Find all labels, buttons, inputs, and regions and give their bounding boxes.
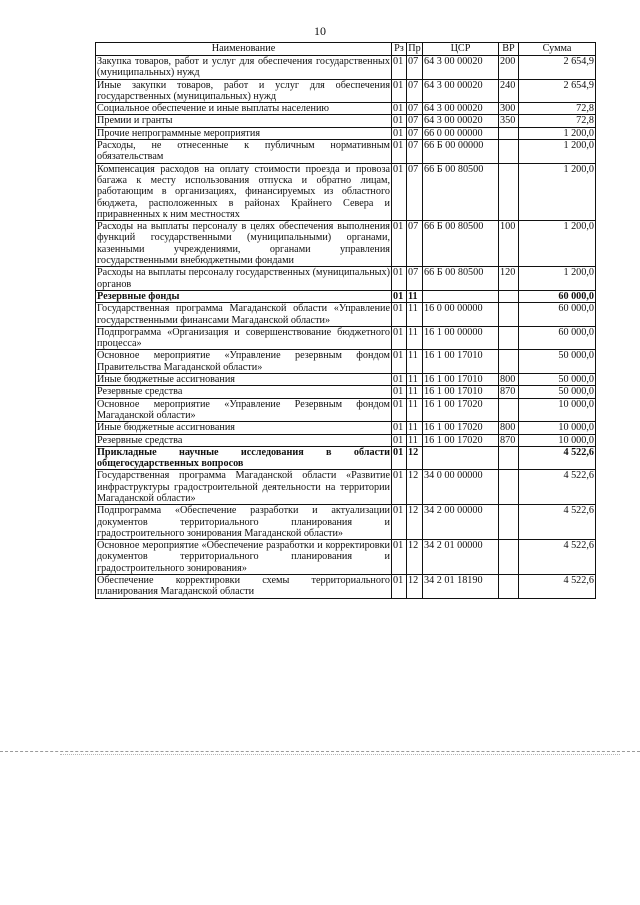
cell-pr: 07 (407, 127, 423, 139)
cell-csr: 64 3 00 00020 (423, 103, 499, 115)
cell-pr: 12 (407, 540, 423, 575)
cell-pr: 11 (407, 290, 423, 302)
cell-sum: 60 000,0 (519, 290, 596, 302)
cell-pr: 07 (407, 221, 423, 267)
header-vr: ВР (499, 43, 519, 56)
cell-rz: 01 (392, 540, 407, 575)
cell-rz: 01 (392, 422, 407, 434)
cell-name: Компенсация расходов на оплату стоимости проезда и провоза багажа к месту использования отпуска и обратно лицам, работающим в организациях, финансируемых из областного бюджета, расположенных в районах Крайнего Севера и приравненных к ним местностях (97, 163, 390, 220)
table-row (96, 540, 596, 575)
cell-rz: 01 (392, 470, 407, 505)
page-number: 10 (314, 24, 326, 38)
cell-sum: 4 522,6 (519, 470, 596, 505)
cell-vr (499, 163, 519, 220)
cell-pr: 11 (407, 374, 423, 386)
header-csr: ЦСР (423, 43, 499, 56)
cell-vr: 870 (499, 434, 519, 446)
table-row (96, 140, 596, 164)
cell-sum: 4 522,6 (519, 540, 596, 575)
cell-name: Государственная программа Магаданской области «Управление государственными финансами Магаданской области» (97, 303, 390, 326)
cell-rz: 01 (392, 575, 407, 599)
cell-csr: 16 1 00 17010 (423, 374, 499, 386)
cell-name: Основное мероприятие «Управление Резервным фондом Магаданской области» (97, 398, 390, 421)
cell-vr: 800 (499, 374, 519, 386)
table-row (96, 350, 596, 374)
cell-pr: 07 (407, 103, 423, 115)
cell-sum: 10 000,0 (519, 434, 596, 446)
cell-name: Закупка товаров, работ и услуг для обеспечения государственных (муниципальных) нужд (97, 56, 390, 79)
cell-pr: 07 (407, 163, 423, 220)
table-row (96, 470, 596, 505)
cell-rz: 01 (392, 103, 407, 115)
cell-sum: 60 000,0 (519, 303, 596, 327)
table-row (96, 398, 596, 422)
cell-vr (499, 290, 519, 302)
cell-rz: 01 (392, 505, 407, 540)
cell-name: Обеспечение корректировки схемы территориального планирования Магаданской области (97, 575, 390, 598)
cell-rz: 01 (392, 221, 407, 267)
header-pr: Пр (408, 43, 421, 54)
cell-sum: 1 200,0 (519, 163, 596, 220)
cell-name: Расходы на выплаты персоналу в целях обеспечения выполнения функций государственными (муниципальными) органами, казенными учреждениями, органами управления государственными внебюджетными фондами (97, 221, 390, 267)
table-row (96, 115, 596, 127)
table-row (96, 79, 596, 103)
cell-vr: 300 (499, 103, 519, 115)
cell-name: Премии и гранты (96, 115, 392, 127)
cell-sum: 50 000,0 (519, 386, 596, 398)
cell-pr: 11 (407, 398, 423, 422)
cell-csr: 34 2 00 00000 (423, 505, 499, 540)
cell-rz: 01 (392, 290, 407, 302)
cell-vr (499, 303, 519, 327)
cell-vr: 350 (499, 115, 519, 127)
cell-rz: 01 (392, 434, 407, 446)
cell-csr: 34 0 00 00000 (423, 470, 499, 505)
cell-csr: 66 Б 00 80500 (423, 267, 499, 291)
cell-pr: 11 (407, 326, 423, 350)
cell-csr: 66 Б 00 00000 (423, 140, 499, 164)
cell-name: Прикладные научные исследования в области общегосударственных вопросов (97, 446, 390, 470)
cell-csr: 16 0 00 00000 (423, 303, 499, 327)
cell-csr: 16 1 00 17020 (423, 398, 499, 422)
cell-name: Основное мероприятие «Управление резервным фондом Правительства Магаданской области» (97, 350, 390, 373)
cell-name: Прочие непрограммные мероприятия (96, 127, 392, 139)
table-row (96, 267, 596, 291)
cell-name: Иные бюджетные ассигнования (96, 422, 392, 434)
cell-csr: 66 Б 00 80500 (423, 163, 499, 220)
cell-csr: 64 3 00 00020 (423, 79, 499, 103)
cell-sum: 50 000,0 (519, 374, 596, 386)
cell-sum: 60 000,0 (519, 326, 596, 350)
scan-artifact-line (0, 751, 640, 752)
cell-rz: 01 (392, 326, 407, 350)
header-sum: Сумма (519, 43, 596, 56)
cell-pr: 11 (407, 303, 423, 327)
cell-vr (499, 140, 519, 164)
cell-csr: 64 3 00 00020 (423, 115, 499, 127)
cell-rz: 01 (392, 140, 407, 164)
cell-name: Резервные средства (96, 434, 392, 446)
cell-vr: 800 (499, 422, 519, 434)
cell-csr (423, 446, 499, 470)
table-body (96, 56, 596, 599)
cell-sum: 1 200,0 (519, 221, 596, 267)
cell-rz: 01 (392, 163, 407, 220)
cell-name: Иные бюджетные ассигнования (96, 374, 392, 386)
table-row (96, 575, 596, 599)
cell-pr: 07 (407, 267, 423, 291)
cell-rz: 01 (392, 446, 407, 470)
cell-csr: 66 Б 00 80500 (423, 221, 499, 267)
cell-pr: 12 (407, 446, 423, 470)
cell-name: Резервные средства (96, 386, 392, 398)
cell-pr: 07 (407, 79, 423, 103)
cell-pr: 07 (407, 140, 423, 164)
cell-vr (499, 398, 519, 422)
cell-pr: 11 (407, 422, 423, 434)
cell-sum: 4 522,6 (519, 446, 596, 470)
cell-sum: 4 522,6 (519, 505, 596, 540)
cell-csr: 34 2 01 18190 (423, 575, 499, 599)
cell-csr: 16 1 00 17020 (423, 434, 499, 446)
table-row (96, 56, 596, 80)
cell-name: Государственная программа Магаданской области «Развитие инфраструктуры градостроительной деятельности на территории Магаданской области» (97, 470, 390, 504)
cell-csr (423, 290, 499, 302)
cell-rz: 01 (392, 56, 407, 80)
cell-rz: 01 (392, 79, 407, 103)
table-row (96, 446, 596, 470)
table-row (96, 505, 596, 540)
cell-csr: 16 1 00 17020 (423, 422, 499, 434)
cell-rz: 01 (392, 115, 407, 127)
cell-sum: 1 200,0 (519, 140, 596, 164)
cell-pr: 12 (407, 505, 423, 540)
cell-name: Подпрограмма «Обеспечение разработки и актуализации документов территориального планирования и градостроительного зонирования Магаданской области» (97, 505, 390, 539)
table-row (96, 221, 596, 267)
cell-vr: 120 (499, 267, 519, 291)
cell-vr (499, 326, 519, 350)
cell-vr (499, 127, 519, 139)
scan-artifact-line (60, 754, 620, 755)
cell-vr: 240 (499, 79, 519, 103)
cell-sum: 2 654,9 (519, 79, 596, 103)
cell-sum: 72,8 (519, 103, 596, 115)
cell-rz: 01 (392, 303, 407, 327)
table-row (96, 386, 596, 398)
table-row (96, 103, 596, 115)
cell-pr: 11 (407, 434, 423, 446)
table-row (96, 374, 596, 386)
table-row (96, 163, 596, 220)
cell-pr: 12 (407, 470, 423, 505)
cell-pr: 11 (407, 386, 423, 398)
cell-sum: 72,8 (519, 115, 596, 127)
cell-sum: 1 200,0 (519, 127, 596, 139)
cell-vr (499, 350, 519, 374)
header-name: Наименование (96, 43, 392, 56)
cell-rz: 01 (392, 127, 407, 139)
cell-vr: 870 (499, 386, 519, 398)
cell-sum: 10 000,0 (519, 422, 596, 434)
budget-table (95, 42, 596, 599)
cell-csr: 16 1 00 17010 (423, 350, 499, 374)
cell-pr: 07 (407, 115, 423, 127)
table-row (96, 303, 596, 327)
cell-rz: 01 (392, 350, 407, 374)
cell-csr: 66 0 00 00000 (423, 127, 499, 139)
cell-name: Иные закупки товаров, работ и услуг для обеспечения государственных (муниципальных) нужд (97, 79, 390, 102)
cell-csr: 16 1 00 17010 (423, 386, 499, 398)
table-header-row (96, 43, 596, 56)
cell-sum: 10 000,0 (519, 398, 596, 422)
cell-vr (499, 540, 519, 575)
cell-name: Социальное обеспечение и иные выплаты населению (96, 103, 392, 115)
cell-sum: 1 200,0 (519, 267, 596, 291)
table-row (96, 422, 596, 434)
cell-name: Расходы на выплаты персоналу государственных (муниципальных) органов (97, 267, 390, 290)
cell-rz: 01 (392, 267, 407, 291)
cell-vr (499, 446, 519, 470)
cell-sum: 2 654,9 (519, 56, 596, 80)
cell-pr: 07 (407, 56, 423, 80)
cell-name: Расходы, не отнесенные к публичным нормативным обязательствам (97, 140, 390, 163)
cell-pr: 11 (407, 350, 423, 374)
cell-vr (499, 575, 519, 599)
cell-name: Резервные фонды (96, 290, 392, 302)
table-row (96, 326, 596, 350)
cell-csr: 34 2 01 00000 (423, 540, 499, 575)
cell-vr: 100 (499, 221, 519, 267)
cell-sum: 50 000,0 (519, 350, 596, 374)
table-row (96, 127, 596, 139)
cell-csr: 16 1 00 00000 (423, 326, 499, 350)
table-row (96, 290, 596, 302)
cell-sum: 4 522,6 (519, 575, 596, 599)
cell-rz: 01 (392, 398, 407, 422)
cell-rz: 01 (392, 374, 407, 386)
cell-name: Подпрограмма «Организация и совершенствование бюджетного процесса» (97, 326, 390, 350)
table-row (96, 434, 596, 446)
cell-name: Основное мероприятие «Обеспечение разработки и корректировки документов территориального планирования и градостроительного зонирования» (97, 540, 390, 574)
cell-vr (499, 470, 519, 505)
cell-vr: 200 (499, 56, 519, 80)
cell-vr (499, 505, 519, 540)
cell-csr: 64 3 00 00020 (423, 56, 499, 80)
cell-rz: 01 (392, 386, 407, 398)
cell-pr: 12 (407, 575, 423, 599)
header-rz: Рз (392, 43, 407, 56)
